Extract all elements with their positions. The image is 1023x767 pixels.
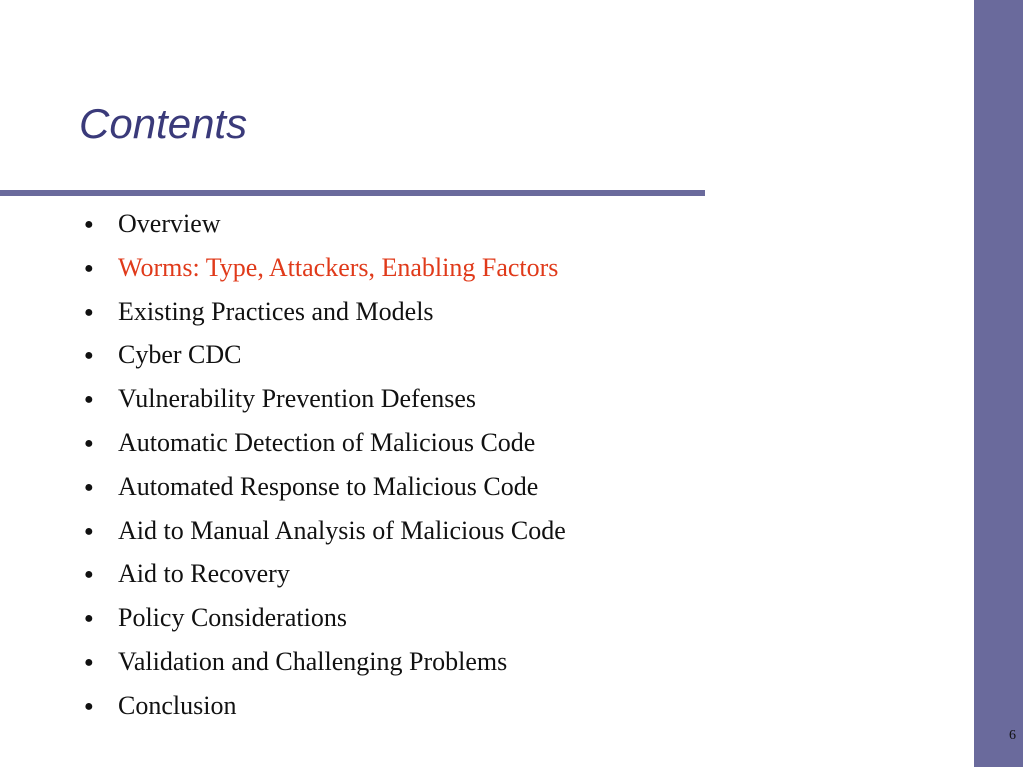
sidebar-bar (974, 0, 1023, 767)
list-item-label: Vulnerability Prevention Defenses (118, 384, 477, 414)
list-item-label: Policy Considerations (118, 603, 347, 633)
list-item-label: Cyber CDC (118, 340, 242, 370)
bullet-icon: ● (84, 610, 94, 628)
bullet-icon: ● (84, 259, 94, 277)
list-item-label: Worms: Type, Attackers, Enabling Factors (118, 252, 559, 282)
bullet-icon: ● (84, 478, 94, 496)
title-underline (0, 190, 705, 196)
list-item-label: Overview (118, 209, 221, 238)
slide-title: Contents (79, 100, 248, 147)
bullet-icon: ● (84, 522, 94, 540)
bullet-icon: ● (84, 347, 94, 365)
list-item-label: Validation and Challenging Problems (118, 646, 508, 676)
bullet-icon: ● (84, 391, 94, 409)
bullet-icon: ● (84, 303, 94, 321)
list-item-label: Existing Practices and Models (118, 296, 434, 326)
bullet-icon: ● (84, 216, 94, 233)
bullet-icon: ● (84, 566, 94, 584)
list-item-label: Automatic Detection of Malicious Code (118, 427, 536, 457)
list-item-label: Aid to Recovery (118, 559, 290, 589)
list-item-label: Automated Response to Malicious Code (118, 471, 539, 501)
page-number: 6 (1009, 728, 1016, 743)
bullet-icon: ● (84, 653, 94, 671)
list-item-label: Conclusion (118, 690, 237, 720)
bullet-icon: ● (84, 434, 94, 452)
bullet-icon: ● (84, 697, 94, 715)
list-item-label: Aid to Manual Analysis of Malicious Code (118, 515, 566, 545)
